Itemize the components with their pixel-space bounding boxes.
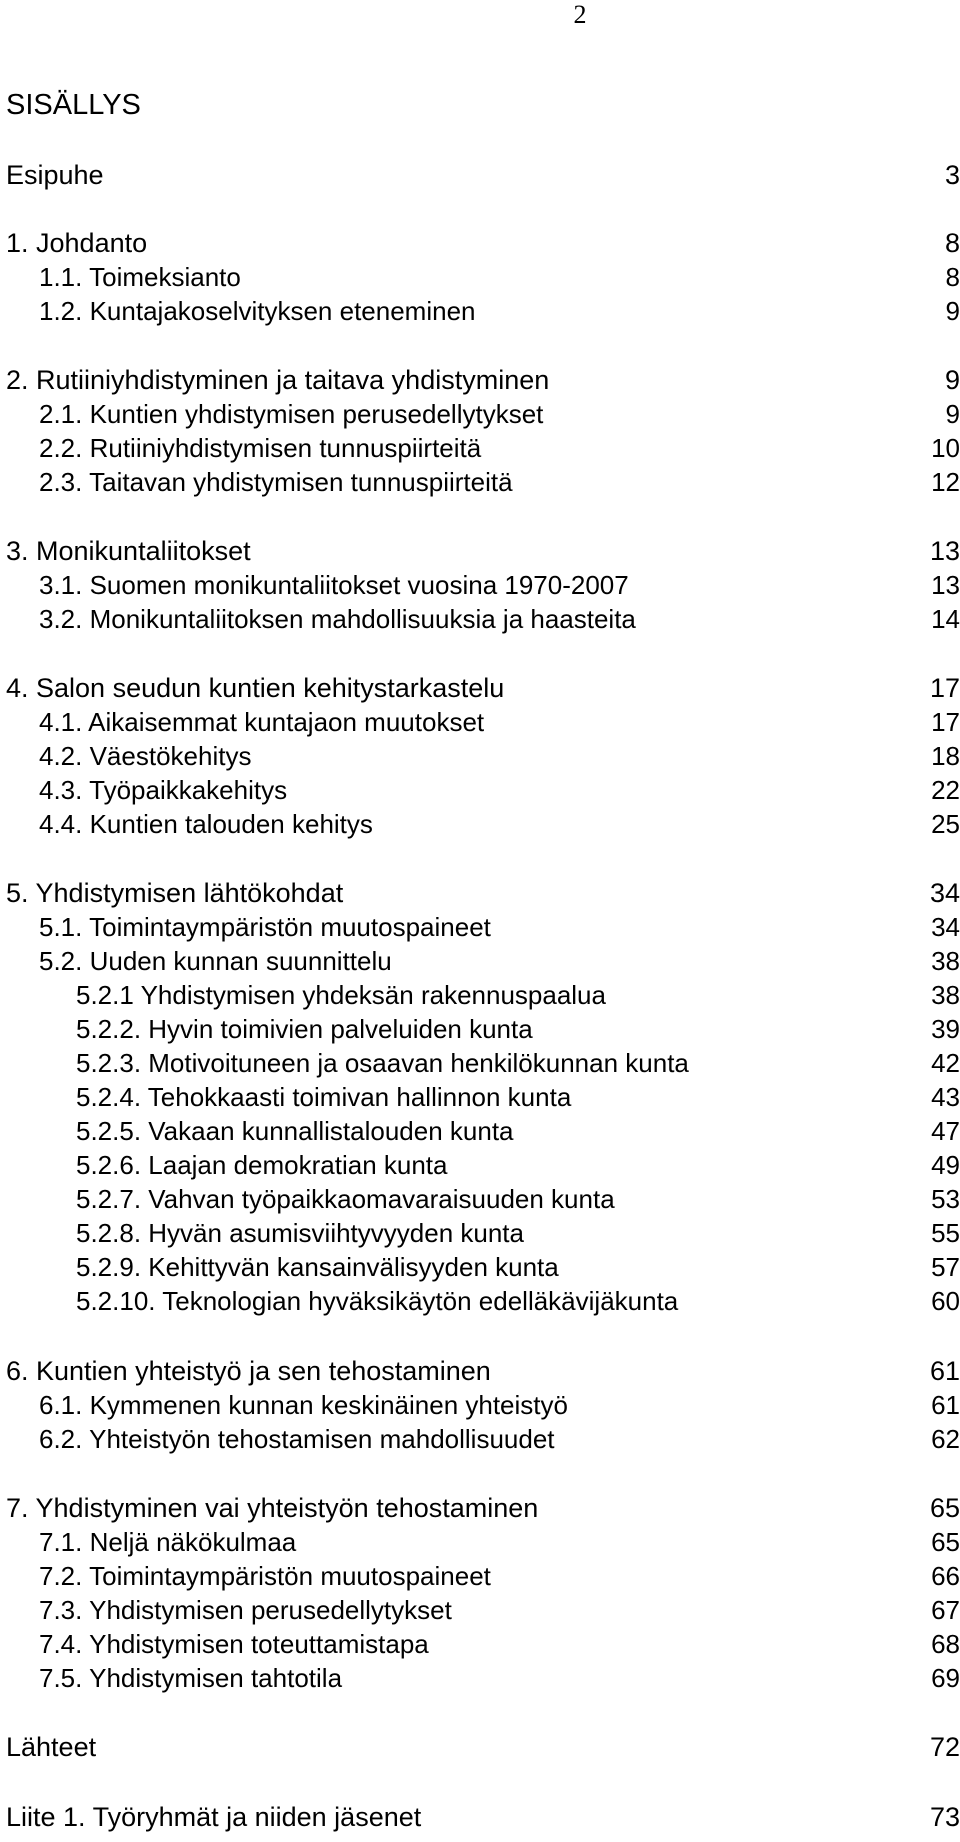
toc-entry-label: 7. Yhdistyminen vai yhteistyön tehostaminen bbox=[6, 1493, 539, 1523]
toc-entry-page-number: 67 bbox=[931, 1595, 960, 1625]
toc-entry-page-number: 34 bbox=[929, 878, 960, 908]
toc-entry bbox=[0, 1216, 960, 1250]
toc-entry bbox=[0, 978, 960, 1012]
toc-entry bbox=[0, 1148, 960, 1182]
toc-entry-label: Liite 1. Työryhmät ja niiden jäsenet bbox=[6, 1802, 422, 1832]
toc-entry bbox=[0, 1730, 960, 1764]
toc-entry-page-number: 61 bbox=[929, 1356, 960, 1386]
toc-entry bbox=[0, 671, 960, 705]
toc-entry-label: 5.2.3. Motivoituneen ja osaavan henkilökunnan kunta bbox=[76, 1048, 689, 1078]
toc-entry bbox=[0, 739, 960, 773]
toc-entry bbox=[0, 431, 960, 465]
toc-entry-page-number: 38 bbox=[931, 946, 960, 976]
toc-entry-label: 1.1. Toimeksianto bbox=[39, 262, 241, 292]
toc-entry-page-number: 39 bbox=[931, 1014, 960, 1044]
toc-entry-page-number: 66 bbox=[931, 1561, 960, 1591]
toc-entry-label: 5.2.10. Teknologian hyväksikäytön edelläkävijäkunta bbox=[76, 1286, 679, 1316]
toc-entry-label: 2.3. Taitavan yhdistymisen tunnuspiirteitä bbox=[39, 467, 513, 497]
toc-entry-label: 6. Kuntien yhteistyö ja sen tehostaminen bbox=[6, 1356, 491, 1386]
toc-entry bbox=[0, 1388, 960, 1422]
page-title: SISÄLLYS bbox=[6, 89, 141, 121]
toc-entry-page-number: 73 bbox=[929, 1802, 960, 1832]
toc-entry-page-number: 12 bbox=[931, 467, 960, 497]
toc-entry-label: 6.1. Kymmenen kunnan keskinäinen yhteistyö bbox=[39, 1390, 568, 1420]
toc-entry bbox=[0, 363, 960, 397]
toc-entry-page-number: 34 bbox=[931, 912, 960, 942]
toc-entry-label: 5.2. Uuden kunnan suunnittelu bbox=[39, 946, 392, 976]
toc-entry-label: 1.2. Kuntajakoselvityksen eteneminen bbox=[39, 296, 476, 326]
toc-entry-page-number: 65 bbox=[929, 1493, 960, 1523]
toc-entry-page-number: 9 bbox=[944, 365, 960, 395]
toc-entry-label: 7.3. Yhdistymisen perusedellytykset bbox=[39, 1595, 452, 1625]
toc-entry-page-number: 8 bbox=[944, 228, 960, 258]
toc-entry-label: 2.1. Kuntien yhdistymisen perusedellytykset bbox=[39, 399, 544, 429]
toc-entry-label: 5.1. Toimintaympäristön muutospaineet bbox=[39, 912, 491, 942]
toc-entry-label: 5.2.9. Kehittyvän kansainvälisyyden kunta bbox=[76, 1252, 559, 1282]
toc-entry-label: 2.2. Rutiiniyhdistymisen tunnuspiirteitä bbox=[39, 433, 482, 463]
toc-entry bbox=[0, 260, 960, 294]
toc-entry-page-number: 18 bbox=[931, 741, 960, 771]
toc-entry-label: 7.2. Toimintaympäristön muutospaineet bbox=[39, 1561, 491, 1591]
toc-entry bbox=[0, 1559, 960, 1593]
toc-entry bbox=[0, 1525, 960, 1559]
toc-entry-page-number: 68 bbox=[931, 1629, 960, 1659]
toc-entry-label: 5.2.6. Laajan demokratian kunta bbox=[76, 1150, 448, 1180]
toc-entry-label: 5. Yhdistymisen lähtökohdat bbox=[6, 878, 344, 908]
toc-entry bbox=[0, 1661, 960, 1695]
toc-entry-label: 3.1. Suomen monikuntaliitokset vuosina 1970-2007 bbox=[39, 570, 629, 600]
toc-entry-label: 7.1. Neljä näkökulmaa bbox=[39, 1527, 297, 1557]
toc-entry-label: 1. Johdanto bbox=[6, 228, 148, 258]
toc-entry bbox=[0, 397, 960, 431]
toc-entry bbox=[0, 910, 960, 944]
toc-entry-page-number: 14 bbox=[931, 604, 960, 634]
toc-entry-page-number: 13 bbox=[931, 570, 960, 600]
toc-entry bbox=[0, 1491, 960, 1525]
toc-entry-label: 4. Salon seudun kuntien kehitystarkastelu bbox=[6, 673, 505, 703]
toc-entry-label: 5.2.1 Yhdistymisen yhdeksän rakennuspaalua bbox=[76, 980, 606, 1010]
toc-entry bbox=[0, 534, 960, 568]
toc-entry bbox=[0, 773, 960, 807]
toc-entry-page-number: 13 bbox=[929, 536, 960, 566]
toc-entry bbox=[0, 1422, 960, 1456]
toc-entry-label: 5.2.7. Vahvan työpaikkaomavaraisuuden kunta bbox=[76, 1184, 615, 1214]
toc-entry bbox=[0, 1627, 960, 1661]
toc-entry bbox=[0, 876, 960, 910]
toc-entry-page-number: 60 bbox=[931, 1286, 960, 1316]
toc-entry-page-number: 47 bbox=[931, 1116, 960, 1146]
toc-entry-page-number: 65 bbox=[931, 1527, 960, 1557]
toc-entry-page-number: 22 bbox=[931, 775, 960, 805]
toc-entry-label: 5.2.2. Hyvin toimivien palveluiden kunta bbox=[76, 1014, 533, 1044]
toc-entry-page-number: 9 bbox=[945, 399, 960, 429]
toc-entry bbox=[0, 465, 960, 499]
toc-entry bbox=[0, 807, 960, 841]
toc-entry-label: 4.3. Työpaikkakehitys bbox=[39, 775, 288, 805]
toc-entry-page-number: 10 bbox=[931, 433, 960, 463]
toc-entry bbox=[0, 1354, 960, 1388]
toc-entry-page-number: 42 bbox=[931, 1048, 960, 1078]
toc-entry bbox=[0, 158, 960, 192]
page-number: 2 bbox=[573, 0, 587, 29]
toc-entry bbox=[0, 1284, 960, 1318]
toc-entry-label: 6.2. Yhteistyön tehostamisen mahdollisuudet bbox=[39, 1424, 555, 1454]
toc-entry-label: 7.4. Yhdistymisen toteuttamistapa bbox=[39, 1629, 429, 1659]
toc-entry-label: 5.2.5. Vakaan kunnallistalouden kunta bbox=[76, 1116, 514, 1146]
toc-entry bbox=[0, 1012, 960, 1046]
toc-entry-page-number: 43 bbox=[931, 1082, 960, 1112]
toc-entry-label: 3.2. Monikuntaliitoksen mahdollisuuksia ja haasteita bbox=[39, 604, 636, 634]
toc-entry bbox=[0, 602, 960, 636]
toc-entry bbox=[0, 1080, 960, 1114]
toc-entry-page-number: 8 bbox=[945, 262, 960, 292]
toc-entry-page-number: 62 bbox=[931, 1424, 960, 1454]
toc-entry-page-number: 69 bbox=[931, 1663, 960, 1693]
toc-entry-page-number: 72 bbox=[929, 1732, 960, 1762]
toc-entry-page-number: 53 bbox=[931, 1184, 960, 1214]
toc-entry-page-number: 17 bbox=[929, 673, 960, 703]
toc-entry bbox=[0, 1114, 960, 1148]
toc-entry-page-number: 9 bbox=[945, 296, 960, 326]
toc-entry-label: 4.1. Aikaisemmat kuntajaon muutokset bbox=[39, 707, 485, 737]
toc-entry-page-number: 25 bbox=[931, 809, 960, 839]
toc-entry bbox=[0, 226, 960, 260]
toc-entry bbox=[0, 1046, 960, 1080]
toc-entry-page-number: 49 bbox=[931, 1150, 960, 1180]
toc-entry bbox=[0, 705, 960, 739]
toc-entry-page-number: 55 bbox=[931, 1218, 960, 1248]
toc-entry-page-number: 3 bbox=[944, 160, 960, 190]
toc-entry bbox=[0, 1800, 960, 1834]
toc-entry-label: 7.5. Yhdistymisen tahtotila bbox=[39, 1663, 343, 1693]
toc-entry-page-number: 38 bbox=[931, 980, 960, 1010]
toc-entry bbox=[0, 1250, 960, 1284]
toc-entry-label: 4.4. Kuntien talouden kehitys bbox=[39, 809, 373, 839]
toc-entry-label: Esipuhe bbox=[6, 160, 104, 190]
toc-entry-label: 5.2.8. Hyvän asumisviihtyvyyden kunta bbox=[76, 1218, 524, 1248]
toc-entry-page-number: 17 bbox=[931, 707, 960, 737]
toc-entry-label: 2. Rutiiniyhdistyminen ja taitava yhdistyminen bbox=[6, 365, 550, 395]
toc-entry bbox=[0, 568, 960, 602]
toc-entry bbox=[0, 294, 960, 328]
toc-entry-page-number: 57 bbox=[931, 1252, 960, 1282]
toc-entry bbox=[0, 1182, 960, 1216]
toc-entry bbox=[0, 944, 960, 978]
toc-entry bbox=[0, 1593, 960, 1627]
toc-entry-label: 5.2.4. Tehokkaasti toimivan hallinnon kunta bbox=[76, 1082, 572, 1112]
toc-entry-label: Lähteet bbox=[6, 1732, 97, 1762]
toc-entry-label: 3. Monikuntaliitokset bbox=[6, 536, 251, 566]
toc-entry-page-number: 61 bbox=[931, 1390, 960, 1420]
toc-entry-label: 4.2. Väestökehitys bbox=[39, 741, 252, 771]
